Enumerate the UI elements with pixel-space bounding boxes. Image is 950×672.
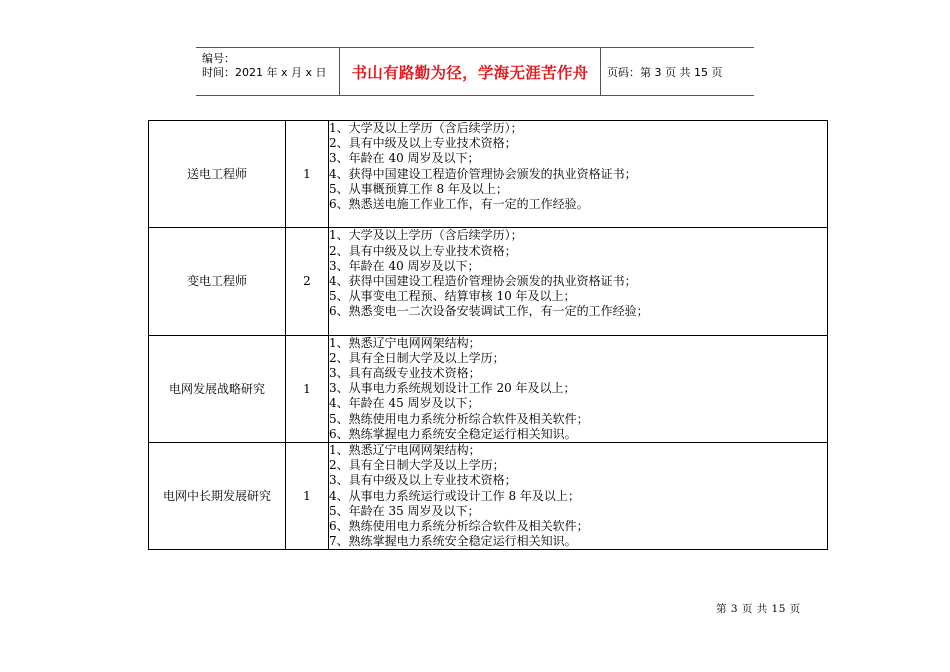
requirements-table <box>148 120 828 550</box>
page-footer: 第 3 页 共 15 页 <box>716 603 801 615</box>
requirement-line: 1、大学及以上学历（含后续学历）； <box>329 228 523 243</box>
requirement-line: 5、熟练使用电力系统分析综合软件及相关软件； <box>329 411 589 426</box>
requirement-line: 2、具有全日制大学及以上学历； <box>329 350 505 365</box>
requirement-line: 3、具有高级专业技术资格； <box>329 366 481 380</box>
requirement-line: 6、熟悉变电一二次设备安装调试工作，有一定的工作经验； <box>329 304 649 319</box>
document-number-label: 编号： <box>202 52 235 65</box>
requirement-line: 6、熟练使用电力系统分析综合软件及相关软件； <box>329 518 589 533</box>
requirements-cell <box>329 228 828 335</box>
requirement-line: 1、熟悉辽宁电网网架结构； <box>329 442 481 457</box>
requirement-line: 4、年龄在 45 周岁及以下； <box>329 396 480 411</box>
requirements-cell <box>329 121 828 228</box>
requirement-line: 3、年龄在 40 周岁及以下； <box>329 258 480 273</box>
table-row <box>149 335 828 442</box>
requirement-line: 3、年龄在 40 周岁及以下； <box>329 151 480 166</box>
requirement-line: 5、从事变电工程预、结算审核 10 年及以上； <box>329 289 576 304</box>
count-cell: 2 <box>286 228 329 335</box>
requirement-line: 5、从事概预算工作 8 年及以上； <box>329 181 508 196</box>
header-meta <box>196 48 340 95</box>
requirement-line: 5、年龄在 35 周岁及以下； <box>329 503 480 518</box>
position-cell: 电网发展战略研究 <box>149 335 286 442</box>
table-row <box>149 442 828 549</box>
table-row <box>149 228 828 335</box>
requirement-line: 2、具有全日制大学及以上学历； <box>329 458 505 473</box>
requirements-cell <box>329 442 828 549</box>
position-cell: 送电工程师 <box>149 121 286 228</box>
requirement-line: 1、大学及以上学历（含后续学历）； <box>329 121 523 135</box>
table-row <box>149 121 828 228</box>
requirement-line: 2、具有中级及以上专业技术资格； <box>329 136 517 151</box>
count-cell: 1 <box>286 121 329 228</box>
count-cell: 1 <box>286 442 329 549</box>
requirement-line: 7、熟练掌握电力系统安全稳定运行相关知识。 <box>329 534 577 549</box>
header-page-code: 页码：第 3 页 共 15 页 <box>607 65 723 79</box>
requirement-line: 4、从事电力系统运行或设计工作 8 年及以上； <box>329 488 580 503</box>
requirement-line: 3、从事电力系统规划设计工作 20 年及以上； <box>329 381 576 396</box>
position-cell: 变电工程师 <box>149 228 286 335</box>
requirements-cell <box>329 335 828 442</box>
requirement-line: 6、熟悉送电施工作业工作，有一定的工作经验。 <box>329 196 589 211</box>
position-cell: 电网中长期发展研究 <box>149 442 286 549</box>
header-motto: 书山有路勤为径，学海无涯苦作舟 <box>340 48 601 95</box>
requirement-line: 1、熟悉辽宁电网网架结构； <box>329 335 481 350</box>
document-time: 时间：2021 年 x 月 x 日 <box>202 66 327 79</box>
page-header <box>196 47 754 96</box>
requirement-line: 3、具有中级及以上专业技术资格； <box>329 473 517 488</box>
requirement-line: 2、具有中级及以上专业技术资格； <box>329 243 517 258</box>
count-cell: 1 <box>286 335 329 442</box>
requirement-line: 4、获得中国建设工程造价管理协会颁发的执业资格证书； <box>329 273 637 288</box>
requirement-line: 6、熟练掌握电力系统安全稳定运行相关知识。 <box>329 426 577 441</box>
requirement-line: 4、获得中国建设工程造价管理协会颁发的执业资格证书； <box>329 166 637 181</box>
